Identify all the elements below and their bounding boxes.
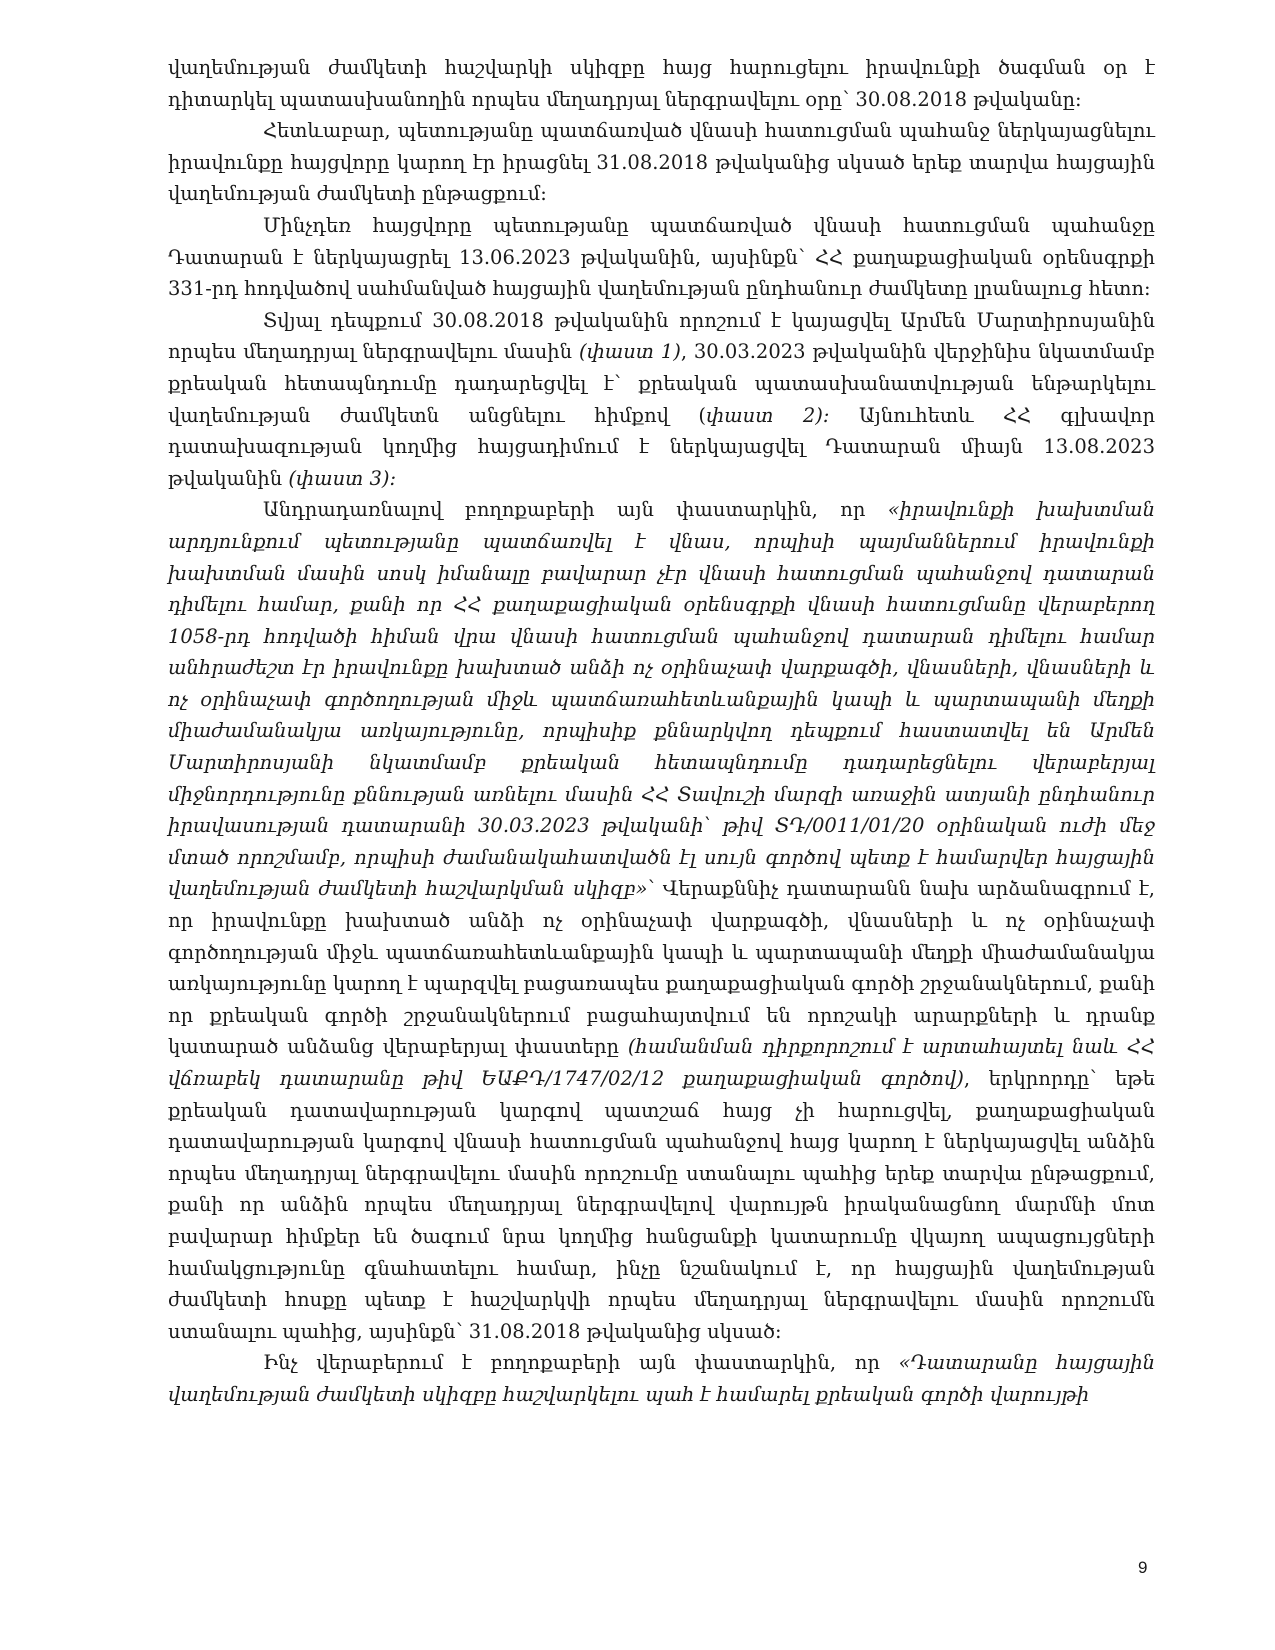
- paragraph-1: [168, 52, 1155, 115]
- paragraph-text: ՝ Վերաքննիչ դատարանն նախ արձանագրում է, որ իրավունքը խախտած անձի ոչ օրինաչափ վարքագծի, վնասների և ոչ օրինաչափ գործողության միջև պատճառահետևանքային կապի և պարտապանի մեղքի միաժամանակյա առկայությունը կարող է պարզվել բացառապես քաղաքացիական գործի շրջանակներում, քանի որ քրեական գործի շրջանակներում բացահայտվում են որոշակի արարքների և դրանք կատարած անձանց վերաբերյալ փաստերը: [168, 877, 1155, 1059]
- paragraph-text: Ինչ վերաբերում է բողոքաբերի այն փաստարկին, որ: [263, 1351, 899, 1375]
- paragraph-text: , երկրորդը՝ եթե քրեական դատավարության կարգով պատշաճ հայց չի հարուցվել, քաղաքացիական դատավարության կարգով վնասի հատուցման պահանջով հայց կարող է ներկայացվել անձին որպես մեղադրյալ ներգրավելու մասին որոշումը ստանալու պահից երեք տարվա ընթացքում, քանի որ անձին որպես մեղադրյալ ներգրավելով վարույթն իրականացնող մարմնի մոտ բավարար հիմքեր են ծագում նրա կողմից հանցանքի կատարումը վկայող ապացույցների համակցությունը գնահատելու համար, ինչը նշանակում է, որ հայցային վաղեմության ժամկետի հոսքը պետք է հաշվարկվի որպես մեղադրյալ ներգրավելու մասին որոշումն ստանալու պահից, այսինքն՝ 31.08.2018 թվականից սկսած:: [168, 1067, 1155, 1343]
- paragraph-text: Տվյալ դեպքում 30.08.2018 թվականին որոշում է կայացվել Արմեն Մարտիրոսյանին որպես մեղադրյալ ներգրավելու մասին: [168, 308, 1155, 364]
- paragraph-text: Անդրադառնալով բողոքաբերի այն փաստարկին, որ: [263, 498, 888, 522]
- quoted-argument: «իրավունքի խախտման արդյունքում պետությանը պատճառվել է վնաս, որպիսի պայմաններում իրավունքի խախտման մասին սոսկ իմանալը բավարար չէր վնասի հատուցման պահանջով դատարան դիմելու համար, քանի որ ՀՀ քաղաքացիական օրենսգրքի վնասի հատուցմանը վերաբերող 1058-րդ հոդվածի հիման վրա վնասի հատուցման պահանջով դատարան դիմելու համար անհրաժեշտ էր իրավունքը խախտած անձի ոչ օրինաչափ վարքագծի, վնասների, վնասների և ոչ օրինաչափ գործողության միջև պատճառահետևանքային կապի և պարտապանի մեղքի միաժամանակյա առկայությունը, որպիսիք քննարկվող դեպքում հաստատվել են Արմեն Մարտիրոսյանի նկատմամբ քրեական հետապնդումը դադարեցնելու վերաբերյալ միջնորդությունը քննության առնելու մասին ՀՀ Տավուշի մարզի առաջին ատյանի ընդհանուր իրավասության դատարանի 30.03.2023 թվականի՝ թիվ ՏԴ/0011/01/20 օրինական ուժի մեջ մտած որոշմամբ, որպիսի ժամանակահատվածն էլ սույն գործով պետք է համարվեր հայցային վաղեմության ժամկետի հաշվարկման սկիզբ»: [168, 498, 1156, 901]
- paragraph-3: [168, 210, 1155, 305]
- paragraph-text: Հետևաբար, պետությանը պատճառված վնասի հատուցման պահանջ ներկայացնելու իրավունքը հայցվորը կարող էր իրացնել 31.08.2018 թվականից սկսած երեք տարվա հայցային վաղեմության ժամկետի ընթացքում:: [168, 119, 1155, 206]
- paragraph-text: , 30.03.2023 թվականին վերջինիս նկատմամբ քրեական հետապնդումը դադարեցվել է՝ քրեական պատասխանատվության ենթարկելու վաղեմության ժամկետն անցնելու հիմքով (: [168, 340, 1156, 427]
- document-page: [168, 52, 1155, 1411]
- case-reference: (համանման դիրքորոշում է արտահայտել նաև ՀՀ վճռաբեկ դատարանը թիվ ԵԱՔԴ/1747/02/12 քաղաքացիական գործով): [168, 1035, 1155, 1090]
- paragraph-2: [168, 115, 1155, 210]
- paragraph-text: վաղեմության ժամկետի հաշվարկի սկիզբը հայց հարուցելու իրավունքի ծագման օր է դիտարկել պատասխանողին որպես մեղադրյալ ներգրավելու օրը՝ 30.08.2018 թվականը:: [168, 56, 1155, 111]
- quoted-argument: «Դատարանը հայցային վաղեմության ժամկետի սկիզբը հաշվարկելու պահ է համարել քրեական գործի վարույթի: [168, 1351, 1155, 1406]
- paragraph-4: [168, 305, 1155, 495]
- fact-reference: (փաստ 1): [578, 340, 681, 364]
- paragraph-text: Այնուհետև ՀՀ գլխավոր դատախազության կողմից հայցադիմում է ներկայացվել Դատարան միայն 13.08.2023 թվականին: [168, 403, 1155, 490]
- fact-reference: (փաստ 3):: [288, 466, 397, 490]
- paragraph-5: [168, 494, 1155, 1347]
- fact-reference: փաստ 2):: [706, 403, 830, 427]
- paragraph-6: [168, 1347, 1155, 1410]
- page-number: 9: [1138, 1558, 1148, 1577]
- paragraph-text: Մինչդեռ հայցվորը պետությանը պատճառված վնասի հատուցման պահանջը Դատարան է ներկայացրել 13.06.2023 թվականին, այսինքն՝ ՀՀ քաղաքացիական օրենսգրքի 331-րդ հոդվածով սահմանված հայցային վաղեմության ընդհանուր ժամկետը լրանալուց հետո:: [168, 213, 1155, 301]
